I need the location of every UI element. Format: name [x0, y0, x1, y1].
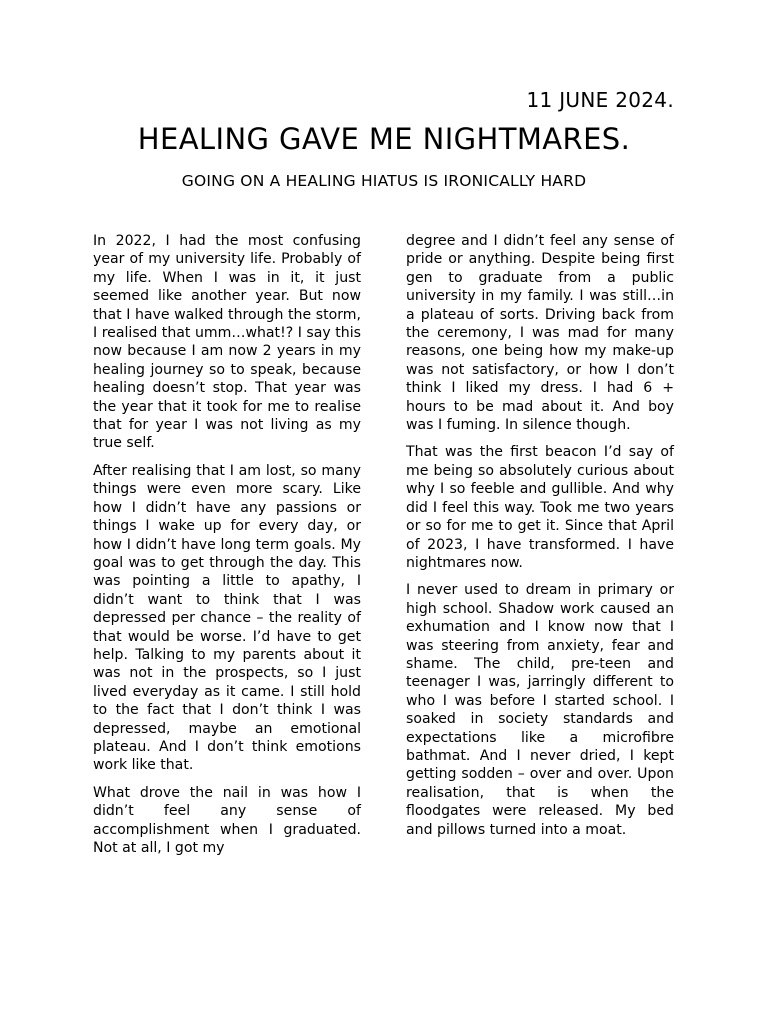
- document-date: 11 JUNE 2024.: [526, 88, 674, 112]
- paragraph: In 2022, I had the most confusing year of my university life. Probably of my life. When I was in it, it just seemed like another year. But now that I have walked through the storm, I realised that umm…what!? I say this now because I am now 2 years in my healing journey so to speak, because healing doesn’t stop. That year was the year that it took for me to realise that for year I was not living as my true self.: [93, 233, 361, 452]
- left-column: [93, 232, 361, 866]
- paragraph: I never used to dream in primary or high school. Shadow work caused an exhumation and I know now that I was steering from anxiety, fear and shame. The child, pre-teen and teenager I was, jarringly different to who I was before I started school. I soaked in society standards and expectations like a microfibre bathmat. And I never dried, I kept getting sodden – over and over. Upon realisation, that is when the floodgates were released. My bed and pillows turned into a moat.: [406, 582, 674, 838]
- right-column: [406, 232, 674, 848]
- paragraph: degree and I didn’t feel any sense of pride or anything. Despite being first gen to graduate from a public university in my family. I was still…in a plateau of sorts. Driving back from the ceremony, I was mad for many reasons, one being how my make-up was not satisfactory, or how I don’t think I liked my dress. I had 6 + hours to be mad about it. And boy was I fuming. In silence though.: [406, 233, 674, 434]
- paragraph: What drove the nail in was how I didn’t feel any sense of accomplishment when I graduated. Not at all, I got my: [93, 784, 361, 856]
- document-title: HEALING GAVE ME NIGHTMARES.: [137, 122, 631, 156]
- document-subtitle: GOING ON A HEALING HIATUS IS IRONICALLY HARD: [181, 172, 587, 190]
- paragraph: After realising that I am lost, so many things were even more scary. Like how I didn’t have any passions or things I wake up for every day, or how I didn’t have long term goals. My goal was to get through the day. This was pointing a little to apathy, I didn’t want to think that I was depressed per chance – the reality of that would be worse. I’d have to get help. Talking to my parents about it was not in the prospects, so I just lived everyday as it came. I still hold to the fact that I don’t think I was depressed, maybe an emotional plateau. And I don’t think emotions work like that.: [93, 462, 361, 774]
- paragraph: That was the first beacon I’d say of me being so absolutely curious about why I so feeble and gullible. And why did I feel this way. Took me two years or so for me to get it. Since that April of 2023, I have transformed. I have nightmares now.: [406, 444, 674, 571]
